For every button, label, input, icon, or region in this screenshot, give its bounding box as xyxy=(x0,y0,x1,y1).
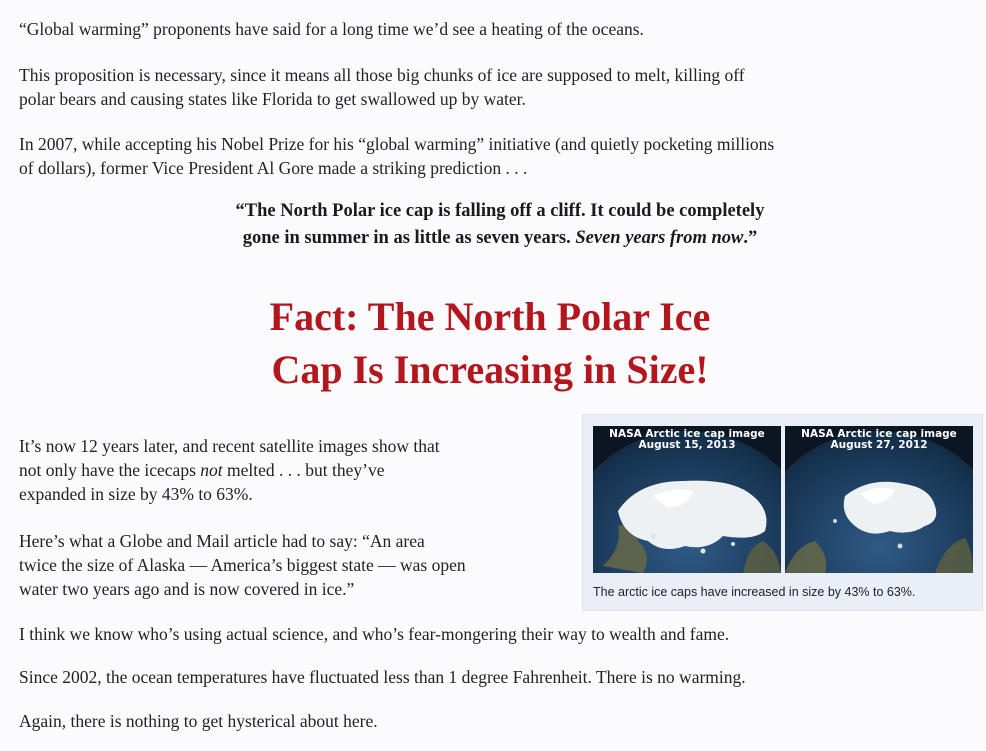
figure-caption: The arctic ice caps have increased in size by 43% to 63%. xyxy=(593,585,916,599)
ice-cap-figure xyxy=(582,414,983,611)
paragraph-proposition xyxy=(19,63,745,111)
ice-cap-image-2013 xyxy=(593,426,781,573)
paragraph-conclusion xyxy=(19,709,378,733)
paragraph-conclusion-text: Again, there is nothing to get hysterical about here. xyxy=(19,711,378,731)
paragraph-proposition-line-2: polar bears and causing states like Florida to get swallowed up by water. xyxy=(19,89,526,109)
paragraph-satellite xyxy=(19,434,440,506)
headline-line-1: Fact: The North Polar Ice xyxy=(269,294,711,339)
paragraph-satellite-line-2: not only have the icecaps xyxy=(19,460,201,480)
image-2012-title xyxy=(785,429,973,451)
image-2013-title-line-1: NASA Arctic ice cap image xyxy=(609,428,765,440)
paragraph-globe-line-1: Here’s what a Globe and Mail article had to say: “An area xyxy=(19,531,425,551)
image-2013-title xyxy=(593,429,781,451)
paragraph-satellite-emphasis: not xyxy=(200,460,223,480)
ice-cap-image-2012 xyxy=(785,426,973,573)
gore-quote xyxy=(140,198,860,252)
headline xyxy=(180,290,800,396)
image-2013-date: August 15, 2013 xyxy=(638,439,736,451)
paragraph-temperature xyxy=(19,665,746,689)
image-2012-date: August 27, 2012 xyxy=(830,439,928,451)
headline-line-2: Cap Is Increasing in Size! xyxy=(271,347,709,392)
gore-quote-end: .” xyxy=(743,228,758,248)
paragraph-proposition-line-1: This proposition is necessary, since it means all those big chunks of ice are supposed to melt, killing off xyxy=(19,65,745,85)
paragraph-globe-and-mail xyxy=(19,529,466,601)
paragraph-intro-text: “Global warming” proponents have said for a long time we’d see a heating of the oceans. xyxy=(19,19,644,39)
gore-quote-emphasis: Seven years from now xyxy=(575,228,744,248)
gore-quote-line-2: gone in summer in as little as seven years. xyxy=(242,228,576,248)
paragraph-science-text: I think we know who’s using actual science, and who’s fear-mongering their way to wealth and fame. xyxy=(19,624,730,644)
paragraph-gore-line-2: of dollars), former Vice President Al Gore made a striking prediction . . . xyxy=(19,158,528,178)
paragraph-satellite-line-3: expanded in size by 43% to 63%. xyxy=(19,484,253,504)
paragraph-globe-line-2: twice the size of Alaska — America’s biggest state — was open xyxy=(19,555,466,575)
paragraph-gore-line-1: In 2007, while accepting his Nobel Prize for his “global warming” initiative (and quietly pocketing millions xyxy=(19,134,775,154)
paragraph-intro xyxy=(19,17,644,41)
paragraph-science xyxy=(19,622,729,646)
image-2012-title-line-1: NASA Arctic ice cap image xyxy=(801,428,957,440)
paragraph-satellite-line-1: It’s now 12 years later, and recent satellite images show that xyxy=(19,436,440,456)
paragraph-gore xyxy=(19,132,774,180)
paragraph-satellite-line-2-end: melted . . . but they’ve xyxy=(222,460,385,480)
paragraph-temperature-text: Since 2002, the ocean temperatures have fluctuated less than 1 degree Fahrenheit. There is no warming. xyxy=(19,667,746,687)
paragraph-globe-line-3: water two years ago and is now covered in ice.” xyxy=(19,579,355,599)
gore-quote-line-1: “The North Polar ice cap is falling off a cliff. It could be completely xyxy=(235,201,765,221)
